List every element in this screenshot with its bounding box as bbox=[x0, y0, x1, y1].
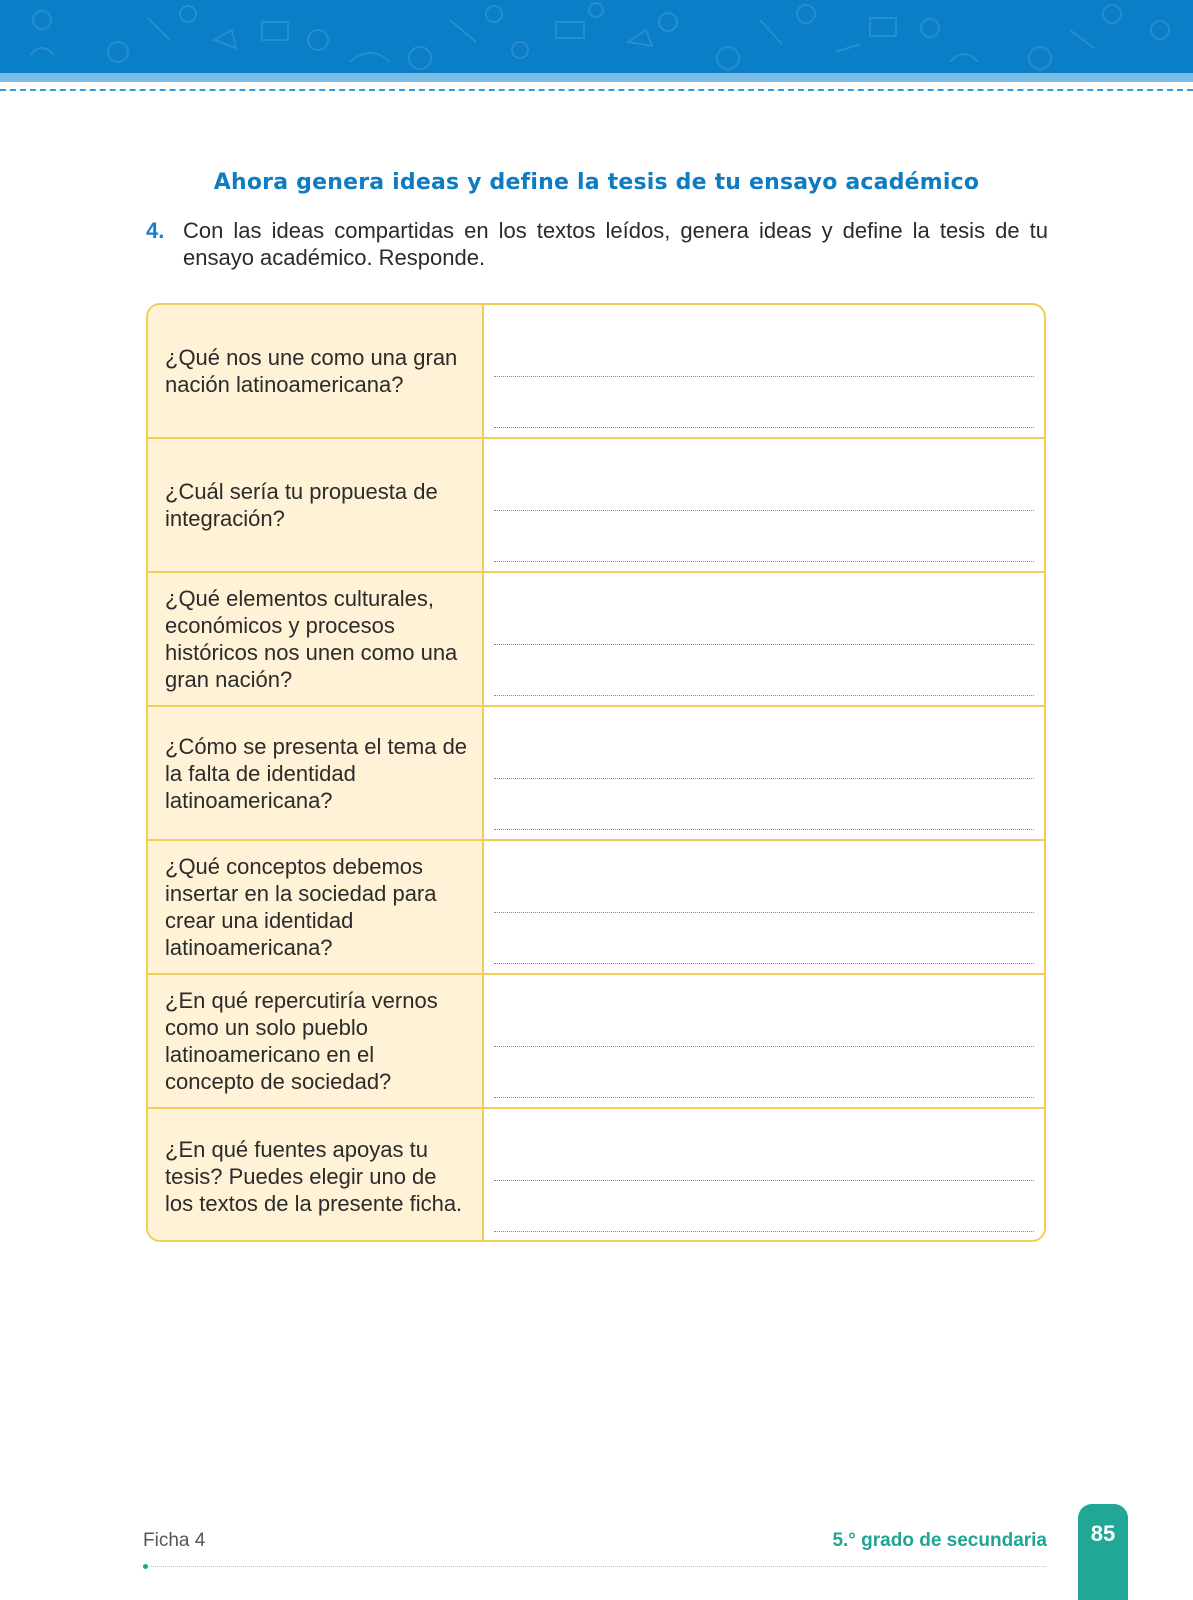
answer-line bbox=[494, 1180, 1034, 1181]
question-cell: ¿En qué repercutiría vernos como un solo pueblo latinoamericano en el concepto de sociedad? bbox=[148, 975, 484, 1107]
answer-line bbox=[494, 695, 1034, 696]
answer-line bbox=[494, 644, 1034, 645]
answer-line bbox=[494, 778, 1034, 779]
answer-line bbox=[494, 1046, 1034, 1047]
footer-divider bbox=[146, 1566, 1046, 1567]
instruction bbox=[146, 217, 1048, 271]
table-row bbox=[148, 841, 1044, 975]
instruction-text: Con las ideas compartidas en los textos leídos, genera ideas y define la tesis de tu ensayo académico. Responde. bbox=[183, 218, 1048, 270]
answer-line bbox=[494, 829, 1034, 830]
answer-cell[interactable] bbox=[484, 841, 1044, 973]
question-cell: ¿En qué fuentes apoyas tu tesis? Puedes elegir uno de los textos de la presente ficha. bbox=[148, 1109, 484, 1242]
answer-line bbox=[494, 1097, 1034, 1098]
answer-line bbox=[494, 376, 1034, 377]
answer-line bbox=[494, 427, 1034, 428]
answer-cell[interactable] bbox=[484, 573, 1044, 705]
question-cell: ¿Qué conceptos debemos insertar en la sociedad para crear una identidad latinoamericana? bbox=[148, 841, 484, 973]
answer-cell[interactable] bbox=[484, 975, 1044, 1107]
table-row bbox=[148, 439, 1044, 573]
footer-dot-icon bbox=[143, 1564, 148, 1569]
answer-line bbox=[494, 963, 1034, 964]
table-row bbox=[148, 707, 1044, 841]
page-number: 85 bbox=[1078, 1504, 1128, 1600]
section-title: Ahora genera ideas y define la tesis de tu ensayo académico bbox=[213, 170, 980, 195]
answer-cell[interactable] bbox=[484, 707, 1044, 839]
answer-line bbox=[494, 510, 1034, 511]
question-cell: ¿Cuál sería tu propuesta de integración? bbox=[148, 439, 484, 571]
question-cell: ¿Cómo se presenta el tema de la falta de identidad latinoamericana? bbox=[148, 707, 484, 839]
footer-grade-label: 5.° grado de secundaria bbox=[832, 1530, 1047, 1551]
table-row bbox=[148, 305, 1044, 439]
answer-line bbox=[494, 561, 1034, 562]
answer-line bbox=[494, 1231, 1034, 1232]
table-row bbox=[148, 1109, 1044, 1242]
answer-cell[interactable] bbox=[484, 439, 1044, 571]
answer-cell[interactable] bbox=[484, 305, 1044, 437]
table-row bbox=[148, 975, 1044, 1109]
header-dashed-divider bbox=[0, 89, 1193, 91]
answer-cell[interactable] bbox=[484, 1109, 1044, 1242]
header-banner bbox=[0, 0, 1193, 73]
answer-line bbox=[494, 912, 1034, 913]
banner-doodles-icon bbox=[0, 0, 1193, 73]
question-cell: ¿Qué elementos culturales, económicos y procesos históricos nos unen como una gran nación? bbox=[148, 573, 484, 705]
instruction-number: 4. bbox=[146, 218, 165, 243]
header-stripe bbox=[0, 73, 1193, 82]
question-table bbox=[146, 303, 1046, 1242]
footer-ficha-label: Ficha 4 bbox=[143, 1530, 206, 1551]
table-row bbox=[148, 573, 1044, 707]
question-cell: ¿Qué nos une como una gran nación latinoamericana? bbox=[148, 305, 484, 437]
